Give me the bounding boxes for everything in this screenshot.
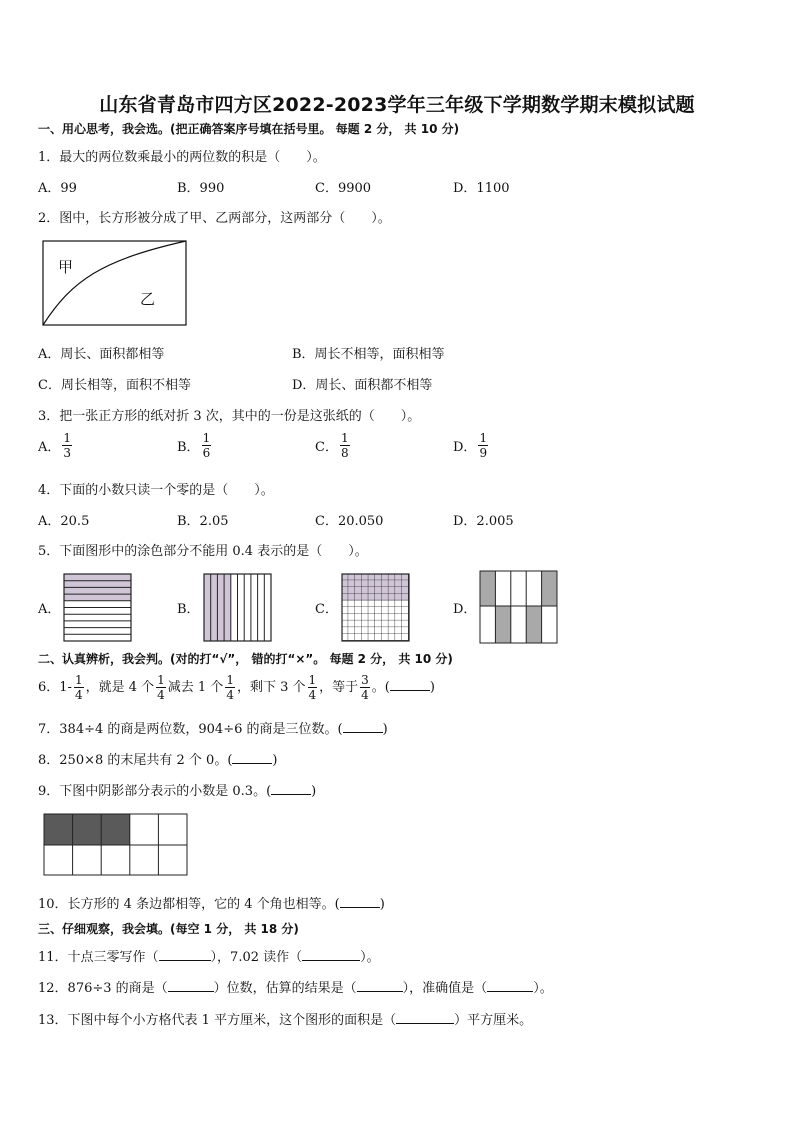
q2-option-d[interactable]: D．周长、面积都不相等 (292, 378, 433, 393)
q5-option-a[interactable]: A． (38, 602, 61, 617)
question-6: 6．1- $\frac{1}{4}$ ，就是 4 个 $\frac{1}{4}$ 减去 1 个 $\frac{1}{4}$ ，剩下 3 个 $\frac{1}{4}$ ，等于 $\frac{3}{4}$ 。( ) (38, 673, 435, 702)
q3-option-c[interactable]: C． $\frac{1}{8}$ (315, 431, 349, 460)
fraction: $\frac{1}{4}$ (308, 673, 317, 702)
fraction: $\frac{1}{4}$ (74, 673, 83, 702)
q4-option-b[interactable]: B．2.05 (177, 514, 229, 529)
q5-figure-c-hundred-grid (341, 573, 411, 643)
fraction: $\frac{1}{9}$ (479, 431, 488, 460)
q5-figure-d-ten-cells (479, 570, 559, 646)
fraction: $\frac{1}{4}$ (226, 673, 234, 702)
answer-blank[interactable] (168, 979, 214, 992)
q1-option-d[interactable]: D．1100 (453, 181, 510, 196)
question-5: 5．下面图形中的涂色部分不能用 0.4 表示的是（ ）。 (38, 544, 368, 559)
answer-blank[interactable] (390, 678, 430, 691)
fraction: $\frac{3}{4}$ (361, 673, 369, 702)
answer-blank[interactable] (343, 720, 383, 733)
answer-blank[interactable] (302, 948, 360, 961)
question-13: 13．下图中每个小方格代表 1 平方厘米，这个图形的面积是（ ）平方厘米。 (38, 1013, 533, 1028)
q2-label-jia: 甲 (58, 258, 74, 276)
answer-blank[interactable] (159, 948, 211, 961)
question-7: 7．384÷4 的商是两位数，904÷6 的商是三位数。( ) (38, 722, 388, 737)
q1-option-a[interactable]: A．99 (38, 181, 77, 196)
question-9: 9．下图中阴影部分表示的小数是 0.3。( ) (38, 784, 317, 799)
q5-figure-a-horizontal-stripes (63, 573, 133, 643)
q4-option-d[interactable]: D．2.005 (453, 514, 514, 529)
answer-blank[interactable] (340, 895, 380, 908)
fraction: $\frac{1}{8}$ (340, 431, 349, 460)
q2-rectangle-figure (42, 240, 188, 328)
answer-blank[interactable] (357, 979, 403, 992)
q4-option-c[interactable]: C．20.050 (315, 514, 384, 529)
page-title: 山东省青岛市四方区2022-2023学年三年级下学期数学期末模拟试题 (99, 94, 695, 116)
answer-blank[interactable] (396, 1011, 454, 1024)
question-11: 11．十点三零写作（ ），7.02 读作（ ）。 (38, 950, 380, 965)
question-3: 3．把一张正方形的纸对折 3 次，其中的一份是这张纸的（ ）。 (38, 409, 421, 424)
q3-option-d[interactable]: D． $\frac{1}{9}$ (453, 431, 488, 460)
fraction: $\frac{1}{6}$ (202, 431, 211, 460)
q4-option-a[interactable]: A．20.5 (38, 514, 90, 529)
q5-figure-b-vertical-stripes (203, 573, 273, 643)
q2-label-yi: 乙 (140, 290, 156, 308)
fraction: $\frac{1}{3}$ (63, 431, 72, 460)
q1-option-b[interactable]: B．990 (177, 181, 225, 196)
question-12: 12．876÷3 的商是（ ）位数，估算的结果是（ ），准确值是（ ）。 (38, 981, 553, 996)
section-heading-2: 二、认真辨析，我会判。(对的打“√”， 错的打“×”。 每题 2 分， 共 10 分) (38, 652, 453, 666)
fraction: $\frac{1}{4}$ (157, 673, 165, 702)
q3-option-b[interactable]: B． $\frac{1}{6}$ (177, 431, 211, 460)
q1-option-c[interactable]: C．9900 (315, 181, 372, 196)
q3-option-a[interactable]: A． $\frac{1}{3}$ (38, 431, 72, 460)
q5-option-b[interactable]: B． (177, 602, 200, 617)
section-heading-3: 三、仔细观察，我会填。(每空 1 分， 共 18 分) (38, 922, 299, 936)
q2-option-c[interactable]: C．周长相等，面积不相等 (38, 378, 191, 393)
q9-grid-figure (43, 813, 189, 877)
question-1: 1．最大的两位数乘最小的两位数的积是（ ）。 (38, 150, 326, 165)
q2-option-a[interactable]: A．周长、面积都相等 (38, 347, 165, 362)
q5-option-c[interactable]: C． (315, 602, 338, 617)
question-8: 8．250×8 的末尾共有 2 个 0。( ) (38, 753, 278, 768)
answer-blank[interactable] (271, 782, 311, 795)
section-heading-1: 一、用心思考，我会选。(把正确答案序号填在括号里。 每题 2 分， 共 10 分) (38, 122, 460, 136)
answer-blank[interactable] (487, 979, 533, 992)
question-4: 4．下面的小数只读一个零的是（ ）。 (38, 483, 274, 498)
q2-option-b[interactable]: B．周长不相等，面积相等 (292, 347, 445, 362)
answer-blank[interactable] (232, 751, 272, 764)
q5-option-d[interactable]: D． (453, 602, 477, 617)
question-2: 2．图中，长方形被分成了甲、乙两部分，这两部分（ ）。 (38, 211, 391, 226)
question-10: 10．长方形的 4 条边都相等，它的 4 个角也相等。( ) (38, 897, 385, 912)
